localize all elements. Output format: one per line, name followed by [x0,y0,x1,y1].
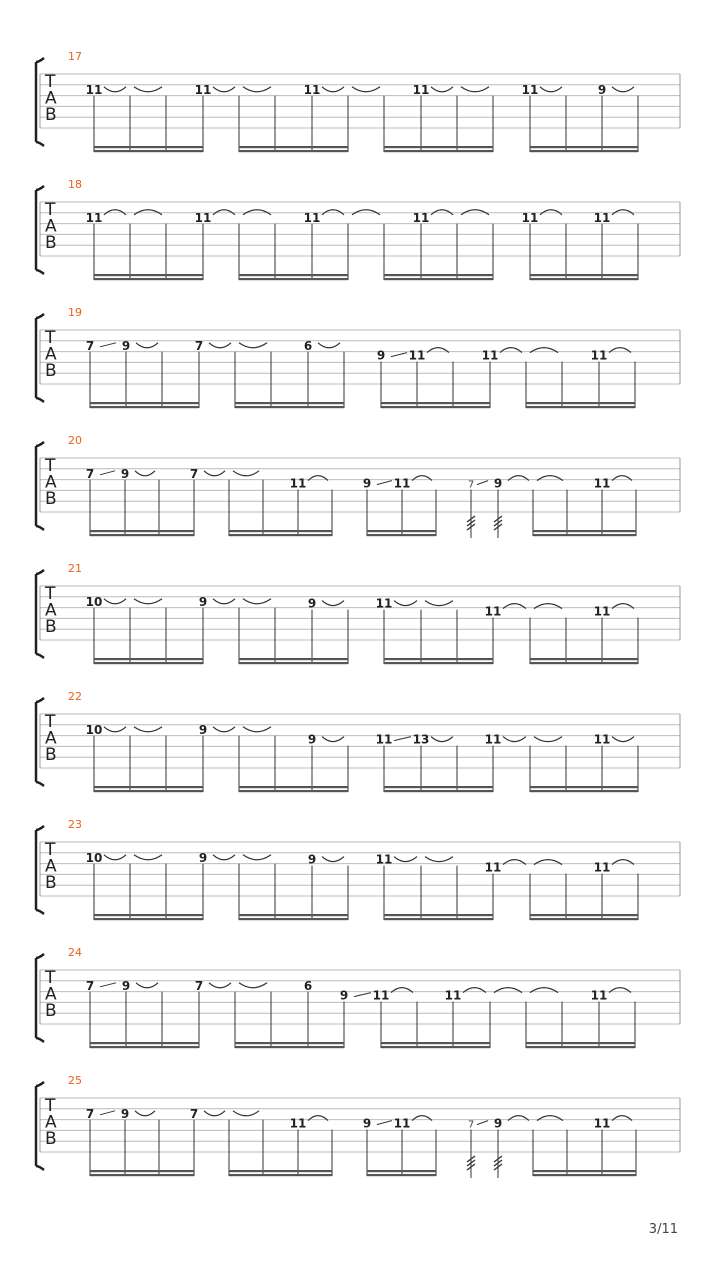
tab-clef-letter: A [45,600,57,621]
beam [239,790,348,792]
fret-number: 11 [85,82,103,97]
fret-number: 11 [590,988,608,1003]
fret-number: 9 [120,466,130,481]
beam [367,530,436,532]
tie-arc [394,601,417,606]
fret-number: 11 [590,348,608,363]
beam [530,918,638,920]
measure-number: 19 [68,306,82,319]
beam [526,402,635,404]
beam [239,658,348,660]
fret-number: 9 [339,988,349,1003]
tab-clef-letter: B [45,873,57,893]
fret-number: 9 [198,850,208,865]
beam [239,278,348,280]
tie-arc [136,343,158,348]
beam [367,1174,436,1176]
measure-number: 17 [68,50,82,63]
tie-arc [431,737,453,742]
beam [384,918,493,920]
beam [90,402,199,404]
beam [90,1174,194,1176]
beam [381,406,490,408]
beam [526,1046,635,1048]
fret-number: 11 [194,82,212,97]
beam [239,274,348,276]
beam [90,530,194,532]
beam [530,150,638,152]
fret-number: 11 [289,1116,307,1131]
beam [384,274,493,276]
tie-arc [322,857,344,862]
tie-arc [213,727,235,732]
measure-number: 18 [68,178,82,191]
tie-arc [534,737,562,742]
beam [530,914,638,916]
beam [229,1170,332,1172]
beam [530,790,638,792]
slide-line [100,471,115,475]
tie-arc [134,727,162,732]
slide-line [100,343,116,347]
tab-clef-letter: B [45,1129,57,1149]
tab-clef-letter: B [45,489,57,509]
tab-clef-letter: A [45,1112,57,1133]
beam [90,1170,194,1172]
fret-number: 11 [289,476,307,491]
beam [94,662,203,664]
fret-number: 11 [481,348,499,363]
tie-arc [425,857,453,862]
tie-arc [243,855,271,860]
slide-line [477,1121,488,1125]
beam [239,914,348,916]
tab-clef-letter: A [45,216,57,237]
beam [526,1042,635,1044]
tab-clef-letter: B [45,233,57,253]
tie-arc [239,343,267,348]
beam [533,530,636,532]
tie-arc [213,599,235,604]
tie-arc [136,983,158,988]
slide-line [477,481,488,485]
tie-arc [233,1111,259,1116]
fret-number: 7 [189,1106,199,1121]
tab-clef-letter: T [45,72,56,92]
beam [530,278,638,280]
tie-arc [243,599,271,604]
tie-arc [209,983,231,988]
fret-number: 11 [412,82,430,97]
tie-arc [431,87,453,92]
tie-arc [209,343,231,348]
fret-number: 11 [484,604,502,619]
beam [530,658,638,660]
beam [94,146,203,148]
fret-number: 7 [85,466,95,481]
beam [384,914,493,916]
beam [381,1042,490,1044]
tie-arc [104,727,126,732]
fret-number: 10 [85,850,103,865]
beam [239,146,348,148]
beam [526,406,635,408]
fret-number: 7 [85,1106,95,1121]
tie-arc [425,601,453,606]
fret-number: 7 [189,466,199,481]
tab-clef-letter: B [45,617,57,637]
fret-number: 11 [372,988,390,1003]
fret-number: 11 [593,1116,611,1131]
beam [235,1042,344,1044]
beam [94,786,203,788]
fret-number: 9 [198,594,208,609]
tie-arc [134,87,162,92]
fret-number: 11 [303,210,321,225]
beam [229,534,332,536]
tie-arc [243,727,271,732]
beam [94,274,203,276]
fret-number: 9 [307,732,317,747]
fret-number: 11 [593,476,611,491]
fret-number: 9 [493,1116,503,1131]
beam [384,790,493,792]
beam [384,146,493,148]
fret-number: 11 [521,82,539,97]
fret-number: 11 [393,476,411,491]
slide-line [100,1111,115,1115]
beam [229,530,332,532]
fret-number: 7 [85,978,95,993]
beam [384,278,493,280]
fret-number: 9 [198,722,208,737]
fret-number: 11 [194,210,212,225]
beam [381,1046,490,1048]
beam [94,914,203,916]
fret-number: 9 [307,852,317,867]
fret-number: 11 [408,348,426,363]
tab-clef-letter: B [45,361,57,381]
beam [381,402,490,404]
measure-number: 20 [68,434,82,447]
fret-number: 9 [362,1116,372,1131]
beam [235,402,344,404]
measure-number: 22 [68,690,82,703]
fret-number: 9 [121,338,131,353]
tie-arc [612,87,634,92]
fret-number: 11 [484,860,502,875]
slide-line [100,983,116,987]
beam [530,146,638,148]
fret-number: 11 [593,210,611,225]
fret-number: 11 [85,210,103,225]
fret-number: 7 [194,338,204,353]
tab-clef-letter: B [45,745,57,765]
tie-arc [394,857,417,862]
fret-number: 9 [307,596,317,611]
tie-arc [612,737,634,742]
beam [94,658,203,660]
beam [533,1170,636,1172]
beam [533,1174,636,1176]
tab-clef-letter: T [45,584,56,604]
tie-arc [503,737,526,742]
tie-arc [322,601,344,606]
fret-number: 9 [362,476,372,491]
fret-number: 11 [375,852,393,867]
tab-clef-letter: T [45,712,56,732]
tie-arc [134,855,162,860]
tab-clef-letter: B [45,1001,57,1021]
tie-arc [104,855,126,860]
fret-number: 6 [303,978,313,993]
fret-number: 7 [467,1119,475,1131]
measure-number: 24 [68,946,82,959]
fret-number: 11 [393,1116,411,1131]
fret-number: 11 [412,210,430,225]
beam [384,786,493,788]
tab-clef-letter: A [45,984,57,1005]
fret-number: 11 [593,604,611,619]
beam [367,1170,436,1172]
beam [384,150,493,152]
beam [90,1042,199,1044]
tie-arc [540,87,562,92]
tie-arc [318,343,340,348]
fret-number: 9 [121,978,131,993]
fret-number: 9 [597,82,607,97]
tie-arc [134,599,162,604]
tie-arc [104,87,126,92]
slide-line [377,481,392,485]
beam [384,658,493,660]
fret-number: 11 [593,860,611,875]
fret-number: 11 [484,732,502,747]
beam [94,918,203,920]
tab-clef-letter: T [45,968,56,988]
measure-number: 21 [68,562,82,575]
fret-number: 7 [85,338,95,353]
tie-arc [352,87,380,92]
tie-arc [233,471,259,476]
beam [90,406,199,408]
beam [533,534,636,536]
tie-arc [104,599,126,604]
fret-number: 10 [85,722,103,737]
fret-number: 11 [303,82,321,97]
beam [530,662,638,664]
fret-number: 11 [375,596,393,611]
beam [384,662,493,664]
slide-line [391,353,407,357]
beam [239,786,348,788]
fret-number: 11 [375,732,393,747]
slide-line [354,993,371,997]
tie-arc [135,471,155,476]
beam [239,918,348,920]
fret-number: 9 [493,476,503,491]
page-number: 3/11 [648,1222,678,1237]
tie-arc [322,737,344,742]
slide-line [377,1121,392,1125]
tie-arc [322,87,344,92]
fret-number: 10 [85,594,103,609]
tab-clef-letter: T [45,328,56,348]
tie-arc [239,983,267,988]
beam [235,406,344,408]
measure-number: 25 [68,1074,82,1087]
beam [239,150,348,152]
tie-arc [243,87,271,92]
beam [94,278,203,280]
fret-number: 11 [444,988,462,1003]
tie-arc [204,471,225,476]
fret-number: 11 [521,210,539,225]
tie-arc [213,855,235,860]
tab-clef-letter: T [45,456,56,476]
beam [94,790,203,792]
beam [90,1046,199,1048]
fret-number: 9 [120,1106,130,1121]
beam [239,662,348,664]
tab-clef-letter: A [45,472,57,493]
beam [229,1174,332,1176]
tab-clef-letter: T [45,200,56,220]
beam [235,1046,344,1048]
slide-line [394,737,411,741]
fret-number: 7 [467,479,475,491]
tie-arc [213,87,235,92]
beam [367,534,436,536]
tie-arc [135,1111,155,1116]
fret-number: 6 [303,338,313,353]
tie-arc [461,87,489,92]
tab-clef-letter: A [45,856,57,877]
fret-number: 9 [376,348,386,363]
beam [530,786,638,788]
tab-clef-letter: A [45,728,57,749]
tab-clef-letter: T [45,1096,56,1116]
beam [530,274,638,276]
fret-number: 13 [412,732,430,747]
fret-number: 7 [194,978,204,993]
tab-clef-letter: B [45,105,57,125]
measure-number: 23 [68,818,82,831]
tab-clef-letter: A [45,344,57,365]
fret-number: 11 [593,732,611,747]
beam [94,150,203,152]
tab-clef-letter: T [45,840,56,860]
tie-arc [204,1111,225,1116]
beam [90,534,194,536]
tab-clef-letter: A [45,88,57,109]
